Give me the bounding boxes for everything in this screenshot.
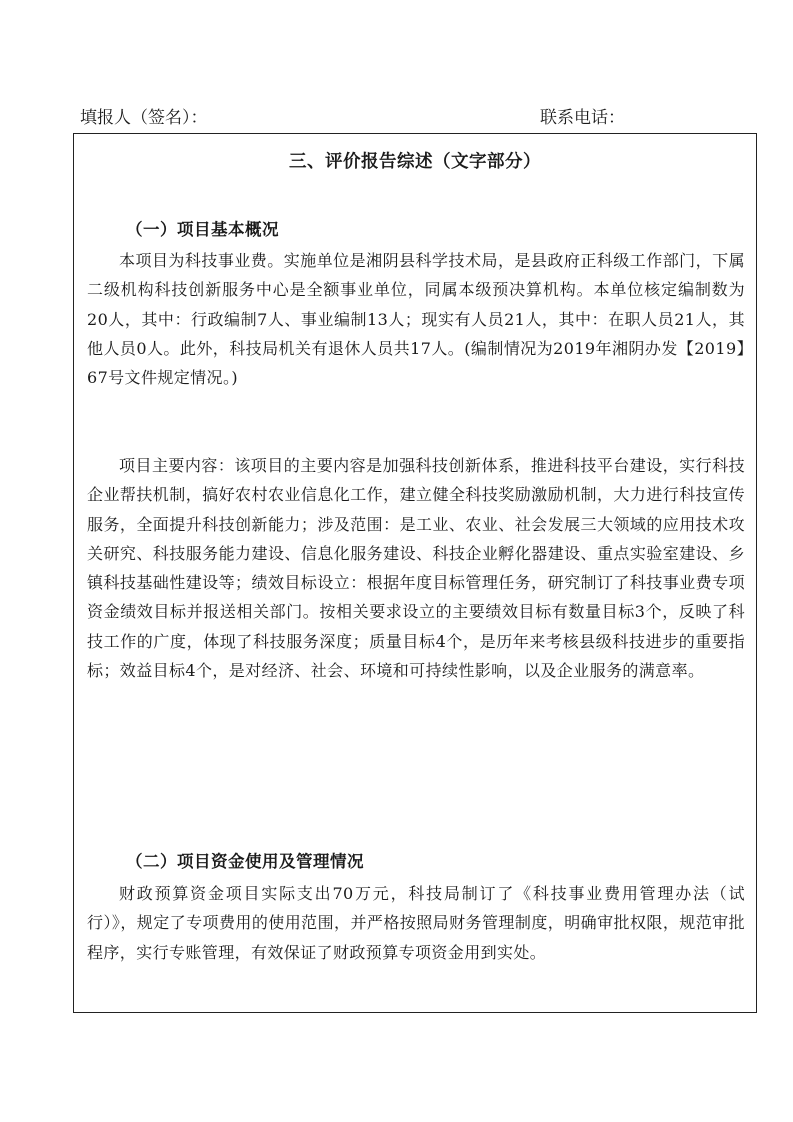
form-header [80, 104, 720, 132]
section-title: 三、评价报告综述（文字部分） [289, 152, 541, 172]
paragraph-unit-overview: 本项目为科技事业费。实施单位是湘阴县科学技术局，是县政府正科级工作部门，下属二级机构科技创新服务中心是全额事业单位，同属本级预决算机构。本单位核定编制数为20人，其中：行政编制7人、事业编制13人；现实有人员21人，其中：在职人员21人，其他人员0人。此外，科技局机关有退休人员共17人。(编制情况为2019年湘阴办发【2019】67号文件规定情况。) [87, 251, 745, 388]
paragraph-fund-usage: 财政预算资金项目实际支出70万元，科技局制订了《科技事业费用管理办法（试行）》，规定了专项费用的使用范围，并严格按照局财务管理制度，明确审批权限，规范审批程序，实行专账管理，有效保证了财政预算专项资金用到实处。 [87, 884, 745, 962]
phone-label: 联系电话： [540, 108, 625, 128]
subheading-fund-management: （二）项目资金使用及管理情况 [126, 852, 364, 871]
report-box [73, 133, 757, 1013]
signer-label: 填报人（签名）： [80, 108, 208, 128]
paragraph-project-content: 项目主要内容：该项目的主要内容是加强科技创新体系，推进科技平台建设，实行科技企业帮扶机制，搞好农村农业信息化工作，建立健全科技奖励激励机制，大力进行科技宣传服务，全面提升科技创新能力；涉及范围：是工业、农业、社会发展三大领域的应用技术攻关研究、科技服务能力建设、信息化服务建设、科技企业孵化器建设、重点实验室建设、乡镇科技基础性建设等；绩效目标设立：根据年度目标管理任务，研究制订了科技事业费专项资金绩效目标并报送相关部门。按相关要求设立的主要绩效目标有数量目标3个，反映了科技工作的广度，体现了科技服务深度；质量目标4个，是历年来考核县级科技进步的重要指标；效益目标4个，是对经济、社会、环境和可持续性影响，以及企业服务的满意率。 [87, 456, 745, 681]
subheading-project-overview: （一）项目基本概况 [126, 220, 279, 239]
